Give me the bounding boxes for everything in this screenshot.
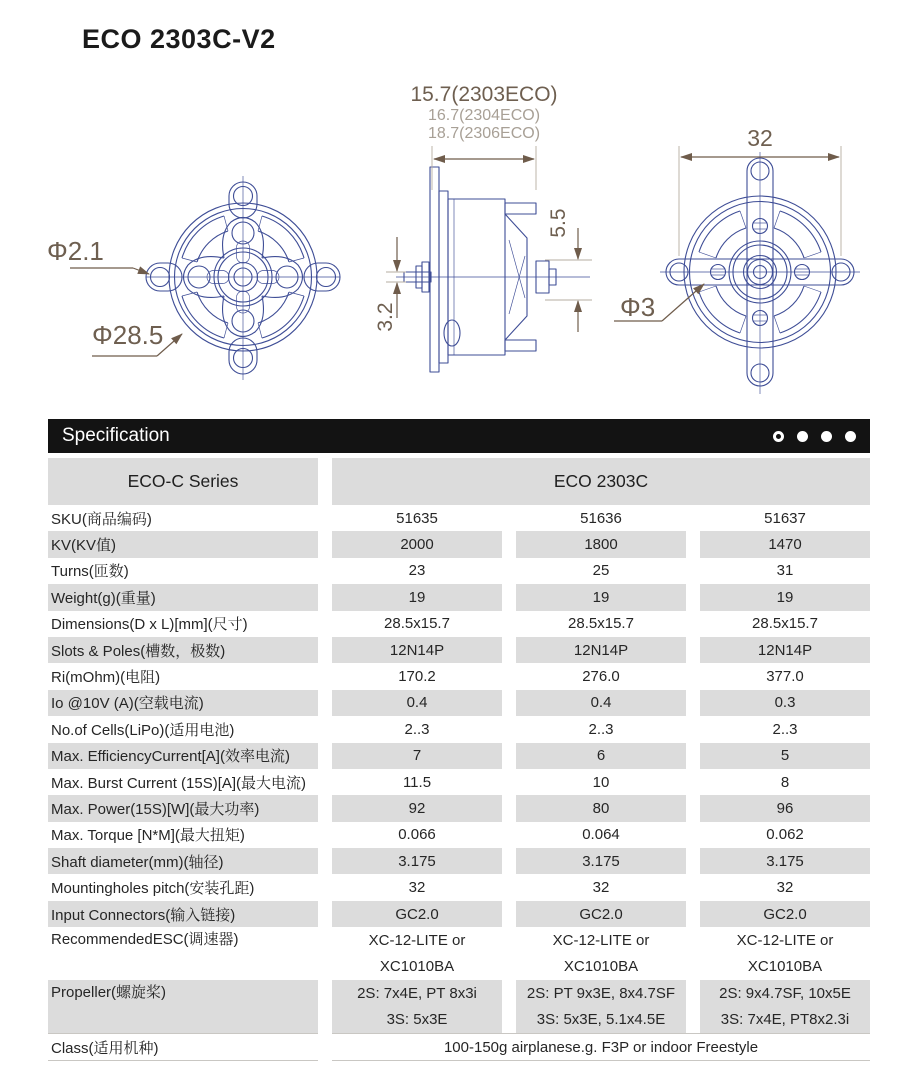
spec-row [48,558,870,584]
spec-value-cell: 28.5x15.7 [568,615,634,633]
spec-row [48,584,870,610]
back-view-drawing [614,146,860,394]
spec-value-line: 2S: 9x4.7SF, 10x5E [719,984,851,1002]
spec-row-label: Max. Burst Current (15S)[A](最大电流) [51,774,307,792]
dim-mount-hole: Φ3 [620,292,656,322]
pagination-dot-1[interactable] [773,431,784,442]
spec-row-label: Dimensions(D x L)[mm](尺寸) [51,616,248,634]
spec-value-cell: GC2.0 [332,901,502,927]
spec-row [48,769,870,795]
dim-mount-pitch: 32 [747,125,773,151]
spec-row [48,901,870,927]
spec-row [48,848,870,874]
specification-title: Specification [62,425,170,446]
spec-row-label: Io @10V (A)(空载电流) [48,690,318,716]
spec-value-cell [332,980,502,1033]
dim-length-alt2: 18.7(2306ECO) [427,125,541,142]
technical-drawings [0,0,908,412]
spec-value-cell: 31 [776,562,794,580]
pagination-dot-3[interactable] [821,431,832,442]
spec-row [48,690,870,716]
spec-value-cell: 3.175 [516,848,686,874]
spec-value-cell: 51635 [396,509,438,527]
spec-value-line: 3S: 5x3E [386,1010,448,1028]
spec-value-line: 3S: 5x3E, 5.1x4.5E [536,1010,666,1028]
spec-row [48,531,870,557]
spec-value-cell: 12N14P [332,637,502,663]
spec-value-cell: 1470 [700,531,870,557]
spec-row-label: Max. Torque [N*M](最大扭矩) [51,827,245,845]
spec-value-line: XC1010BA [379,957,455,975]
spec-value-cell: 28.5x15.7 [384,615,450,633]
spec-value-cell: 3.175 [332,848,502,874]
spec-value-line: XC1010BA [563,957,639,975]
spec-value-cell [700,927,870,980]
spec-row [48,637,870,663]
spec-value-cell: 12N14P [700,637,870,663]
dim-stator-diameter: Φ28.5 [92,320,164,350]
spec-value-cell: 8 [780,773,790,791]
spec-value-cell: 51637 [764,509,806,527]
spec-row [48,795,870,821]
class-row-label: Class(适用机种) [48,1033,318,1061]
dim-shaft-length: 5.5 [546,208,570,238]
dim-shaft-hole: Φ2.1 [47,236,104,266]
spec-value-line: 2S: PT 9x3E, 8x4.7SF [526,984,676,1002]
page-title: ECO 2303C-V2 [82,24,276,54]
spec-value-cell: 11.5 [402,773,432,791]
spec-value-cell: 80 [516,795,686,821]
class-row-value: 100-150g airplanese.g. F3P or indoor Freestyle [332,1033,870,1061]
spec-value-cell: 0.3 [700,690,870,716]
spec-value-cell: 170.2 [398,668,436,686]
spec-row-label: Slots & Poles(槽数，极数) [48,637,318,663]
spec-value-cell: 23 [408,562,426,580]
spec-value-line: XC-12-LITE or [368,931,466,949]
spec-value-cell: 19 [516,584,686,610]
spec-row-label: Max. Power(15S)[W](最大功率) [48,795,318,821]
series-name-cell: ECO-C Series [48,458,318,505]
spec-row-label: Turns(匝数) [51,563,129,581]
spec-value-cell: 2..3 [404,720,430,738]
series-header-row [48,458,870,505]
spec-value-cell: 96 [700,795,870,821]
pagination-dot-2[interactable] [797,431,808,442]
dim-length-alt1: 16.7(2304ECO) [427,107,541,124]
spec-value-cell: 25 [592,562,610,580]
pagination-dot-4[interactable] [845,431,856,442]
specification-header-bar [48,419,870,453]
spec-row [48,874,870,900]
spec-row-label: Weight(g)(重量) [48,584,318,610]
spec-value-cell: 92 [332,795,502,821]
motor-lineart-drawing [0,0,908,412]
spec-value-cell: 32 [408,879,426,897]
spec-value-cell: 276.0 [582,668,620,686]
spec-row [48,716,870,742]
spec-value-cell: 2000 [332,531,502,557]
spec-row-label: Input Connectors(输入链接) [48,901,318,927]
spec-value-cell: 12N14P [516,637,686,663]
spec-row-label: Max. EfficiencyCurrent[A](效率电流) [48,743,318,769]
spec-row-label: Shaft diameter(mm)(轴径) [48,848,318,874]
class-row [48,1033,870,1061]
spec-value-cell: 28.5x15.7 [752,615,818,633]
spec-value-cell [332,927,502,980]
spec-row-label: Ri(mOhm)(电阻) [51,669,161,687]
spec-value-cell: 1800 [516,531,686,557]
specification-table [48,419,870,1061]
spec-value-cell: 6 [516,743,686,769]
spec-rows-container [48,505,870,1033]
spec-value-line: XC-12-LITE or [552,931,650,949]
spec-value-cell: 0.062 [766,826,804,844]
spec-value-cell: 0.064 [582,826,620,844]
spec-value-cell: 0.4 [332,690,502,716]
spec-row [48,611,870,637]
spec-value-cell: 51636 [580,509,622,527]
spec-value-line: XC-12-LITE or [736,931,834,949]
spec-value-cell: 32 [776,879,794,897]
spec-row-label: KV(KV值) [48,531,318,557]
dim-shaft-diameter: 3.2 [373,302,397,332]
spec-row-label: Mountingholes pitch(安装孔距) [51,880,255,898]
dim-length-primary: 15.7(2303ECO) [410,83,558,106]
spec-value-cell [700,980,870,1033]
spec-value-cell: 32 [592,879,610,897]
spec-value-cell: 2..3 [588,720,614,738]
spec-value-cell: GC2.0 [516,901,686,927]
spec-row [48,822,870,848]
spec-value-cell: 19 [332,584,502,610]
spec-value-line: 2S: 7x4E, PT 8x3i [357,984,477,1002]
spec-value-cell: 3.175 [700,848,870,874]
spec-row [48,505,870,531]
pagination-dots [760,431,856,442]
spec-row-label: Propeller(螺旋桨) [48,980,318,1033]
spec-value-cell: 19 [700,584,870,610]
spec-row [48,927,870,980]
spec-value-cell [516,980,686,1033]
spec-value-line: 3S: 7x4E, PT8x2.3i [720,1010,850,1028]
spec-value-cell: 2..3 [772,720,798,738]
spec-row-label: SKU(商品编码) [51,510,152,528]
spec-value-cell: 7 [332,743,502,769]
spec-row [48,743,870,769]
spec-value-cell: GC2.0 [700,901,870,927]
spec-value-line: XC1010BA [747,957,823,975]
spec-value-cell [516,927,686,980]
spec-row-label: RecommendedESC(调速器) [51,931,239,949]
spec-row [48,663,870,689]
side-view-drawing [386,146,592,372]
spec-value-cell: 0.4 [516,690,686,716]
spec-value-cell: 0.066 [398,826,436,844]
spec-row-label: No.of Cells(LiPo)(适用电池) [51,721,235,739]
spec-value-cell: 10 [592,773,610,791]
spec-value-cell: 5 [700,743,870,769]
spec-value-cell: 377.0 [766,668,804,686]
model-name-cell: ECO 2303C [332,458,870,505]
spec-row [48,980,870,1033]
